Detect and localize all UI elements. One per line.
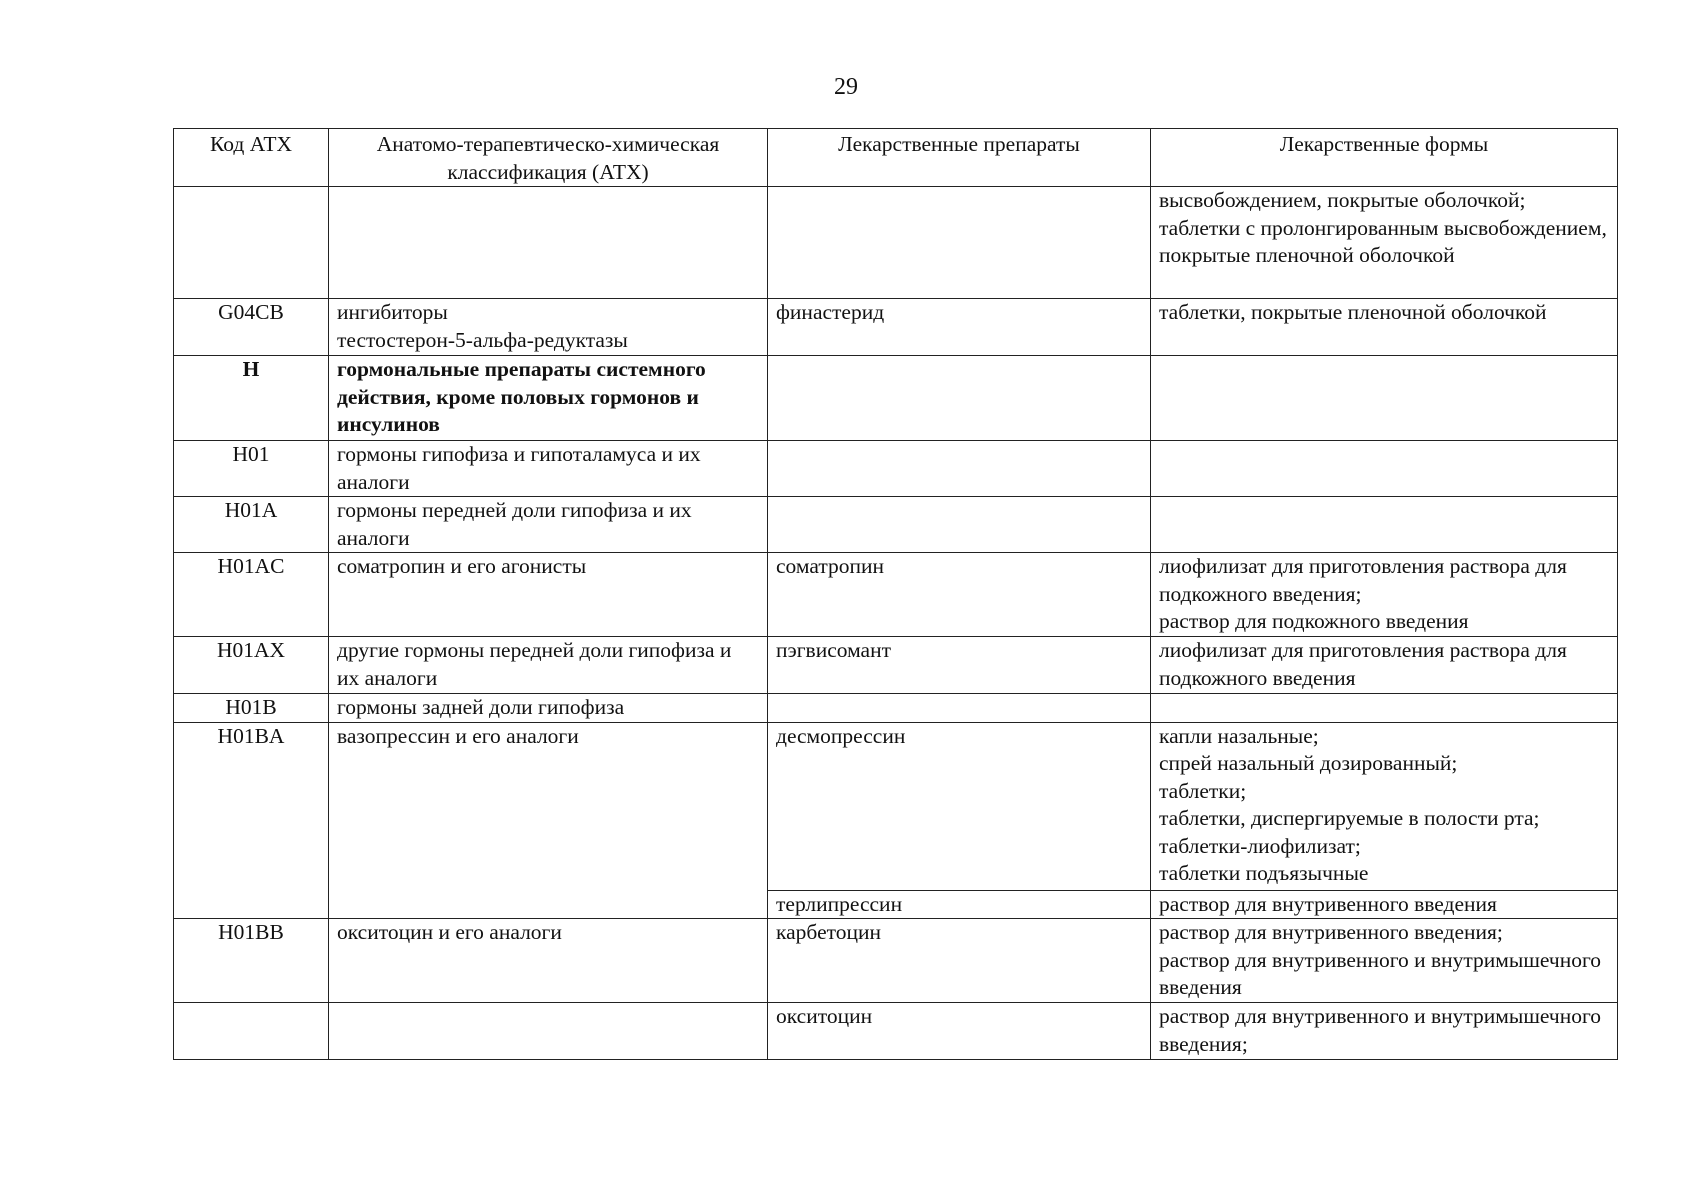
- dosage-forms-cell: раствор для внутривенного введения: [1151, 890, 1618, 919]
- drug-cell: [768, 694, 1151, 723]
- dosage-forms-cell: лиофилизат для приготовления раствора для подкожного введения: [1151, 637, 1618, 694]
- atc-code-cell: [174, 187, 329, 299]
- atc-table: [173, 128, 1618, 1060]
- classification-cell: вазопрессин и его аналоги: [329, 722, 768, 919]
- table-row: [174, 694, 1618, 723]
- atc-code-cell: H01B: [174, 694, 329, 723]
- dosage-forms-cell: раствор для внутривенного и внутримышечного введения;: [1151, 1003, 1618, 1060]
- dosage-forms-cell: [1151, 694, 1618, 723]
- dosage-forms-cell: высвобождением, покрытые оболочкой; таблетки с пролонгированным высвобождением, покрытые пленочной оболочкой: [1151, 187, 1618, 299]
- table-row: [174, 299, 1618, 356]
- table-row: [174, 187, 1618, 299]
- classification-cell: гормональные препараты системного действия, кроме половых гормонов и инсулинов: [329, 356, 768, 441]
- classification-cell: [329, 1003, 768, 1060]
- classification-cell: гормоны гипофиза и гипоталамуса и их аналоги: [329, 441, 768, 497]
- table-row: [174, 441, 1618, 497]
- drug-cell: карбетоцин: [768, 919, 1151, 1003]
- atc-code-cell: G04CB: [174, 299, 329, 356]
- dosage-forms-cell: раствор для внутривенного введения; раствор для внутривенного и внутримышечного введения: [1151, 919, 1618, 1003]
- classification-cell: гормоны задней доли гипофиза: [329, 694, 768, 723]
- drug-cell: [768, 441, 1151, 497]
- table-row: [174, 1003, 1618, 1060]
- table-row: [174, 919, 1618, 1003]
- drug-cell: пэгвисомант: [768, 637, 1151, 694]
- dosage-forms-cell: [1151, 497, 1618, 553]
- drug-cell: [768, 356, 1151, 441]
- atc-code-cell: H01AC: [174, 553, 329, 637]
- atc-code-cell: H01: [174, 441, 329, 497]
- header-dosage-forms: Лекарственные формы: [1151, 129, 1618, 187]
- drug-cell: десмопрессин: [768, 722, 1151, 890]
- dosage-forms-cell: лиофилизат для приготовления раствора для подкожного введения; раствор для подкожного введения: [1151, 553, 1618, 637]
- classification-cell: [329, 187, 768, 299]
- drug-cell: окситоцин: [768, 1003, 1151, 1060]
- header-atc-classification: Анатомо-терапевтическо-химическая классификация (АТХ): [329, 129, 768, 187]
- dosage-forms-cell: таблетки, покрытые пленочной оболочкой: [1151, 299, 1618, 356]
- atc-code-cell: [174, 1003, 329, 1060]
- drug-cell: [768, 187, 1151, 299]
- atc-code-cell: H01A: [174, 497, 329, 553]
- header-drugs: Лекарственные препараты: [768, 129, 1151, 187]
- drug-cell: соматропин: [768, 553, 1151, 637]
- table-row: [174, 637, 1618, 694]
- drug-cell: [768, 497, 1151, 553]
- classification-cell: ингибиторы тестостерон-5-альфа-редуктазы: [329, 299, 768, 356]
- table-row: [174, 497, 1618, 553]
- dosage-forms-cell: [1151, 356, 1618, 441]
- atc-code-cell: H01BA: [174, 722, 329, 919]
- atc-code-cell: H01BB: [174, 919, 329, 1003]
- header-atc-code: Код АТХ: [174, 129, 329, 187]
- table-row: [174, 722, 1618, 890]
- drug-cell: терлипрессин: [768, 890, 1151, 919]
- atc-code-cell: H01AX: [174, 637, 329, 694]
- classification-cell: соматропин и его агонисты: [329, 553, 768, 637]
- table-row: [174, 553, 1618, 637]
- table-header-row: [174, 129, 1618, 187]
- table-row: [174, 356, 1618, 441]
- page-number: 29: [834, 74, 858, 100]
- drug-cell: финастерид: [768, 299, 1151, 356]
- classification-cell: окситоцин и его аналоги: [329, 919, 768, 1003]
- classification-cell: гормоны передней доли гипофиза и их аналоги: [329, 497, 768, 553]
- classification-cell: другие гормоны передней доли гипофиза и их аналоги: [329, 637, 768, 694]
- dosage-forms-cell: [1151, 441, 1618, 497]
- atc-code-cell: H: [174, 356, 329, 441]
- dosage-forms-cell: капли назальные; спрей назальный дозированный; таблетки; таблетки, диспергируемые в полости рта; таблетки-лиофилизат; таблетки подъязычные: [1151, 722, 1618, 890]
